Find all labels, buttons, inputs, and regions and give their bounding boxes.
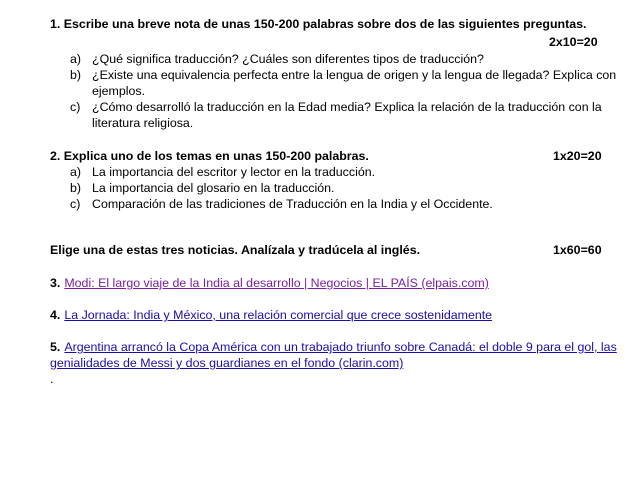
list-marker: a) xyxy=(70,52,82,66)
question-1-item-c-continuation: literatura religiosa. xyxy=(92,116,194,130)
news-number: 5. xyxy=(50,340,61,354)
question-1-score: 2x10=20 xyxy=(549,35,598,49)
news-number: 4. xyxy=(50,308,61,322)
question-2-score: 1x20=20 xyxy=(553,149,602,163)
question-1-item-c xyxy=(70,100,602,114)
question-1-item-b-continuation: ejemplos. xyxy=(92,84,146,98)
question-1-item-b xyxy=(70,68,616,82)
news-item-5-continuation xyxy=(50,356,403,370)
news-link-clarin[interactable]: Argentina arrancó la Copa América con un trabajado triunfo sobre Canadá: el doble 9 para el gol, las xyxy=(64,340,617,354)
question-1-title: 1. Escribe una breve nota de unas 150-200 palabras sobre dos de las siguientes preguntas. xyxy=(50,17,587,31)
list-item-text: ¿Qué significa traducción? ¿Cuáles son diferentes tipos de traducción? xyxy=(92,52,484,66)
list-marker: c) xyxy=(70,100,81,114)
list-marker: c) xyxy=(70,197,81,211)
list-item-text: Comparación de las tradiciones de Traducción en la India y el Occidente. xyxy=(92,197,493,211)
news-item-5 xyxy=(50,340,617,354)
list-marker: a) xyxy=(70,165,82,179)
list-item-text: La importancia del glosario en la traducción. xyxy=(92,181,335,195)
question-2-title: 2. Explica uno de los temas en unas 150-200 palabras. xyxy=(50,149,369,163)
news-link-lajornada[interactable]: La Jornada: India y México, una relación comercial que crece sostenidamente xyxy=(64,308,493,322)
question-2-item-c xyxy=(70,197,493,211)
news-item-3 xyxy=(50,276,489,290)
list-marker: b) xyxy=(70,68,82,82)
list-item-text: La importancia del escritor y lector en la traducción. xyxy=(92,165,376,179)
question-2-item-a xyxy=(70,165,375,179)
list-item-text: ¿Cómo desarrolló la traducción en la Edad media? Explica la relación de la traducción con la xyxy=(92,100,602,114)
question-2-item-b xyxy=(70,181,334,195)
news-score: 1x60=60 xyxy=(553,243,602,257)
news-link-clarin-continuation[interactable]: genialidades de Messi y dos guardianes en el fondo (clarin.com) xyxy=(50,356,404,370)
news-title: Elige una de estas tres noticias. Analízala y tradúcela al inglés. xyxy=(50,243,421,257)
news-link-elpais[interactable]: Modi: El largo viaje de la India al desarrollo | Negocios | EL PAÍS (elpais.com) xyxy=(64,276,489,290)
news-number: 3. xyxy=(50,276,61,290)
news-item-4 xyxy=(50,308,492,322)
question-1-item-a xyxy=(70,52,484,66)
list-item-text: ¿Existe una equivalencia perfecta entre la lengua de origen y la lengua de llegada? Explica con xyxy=(92,68,617,82)
list-marker: b) xyxy=(70,181,82,195)
trailing-period: . xyxy=(50,372,54,386)
